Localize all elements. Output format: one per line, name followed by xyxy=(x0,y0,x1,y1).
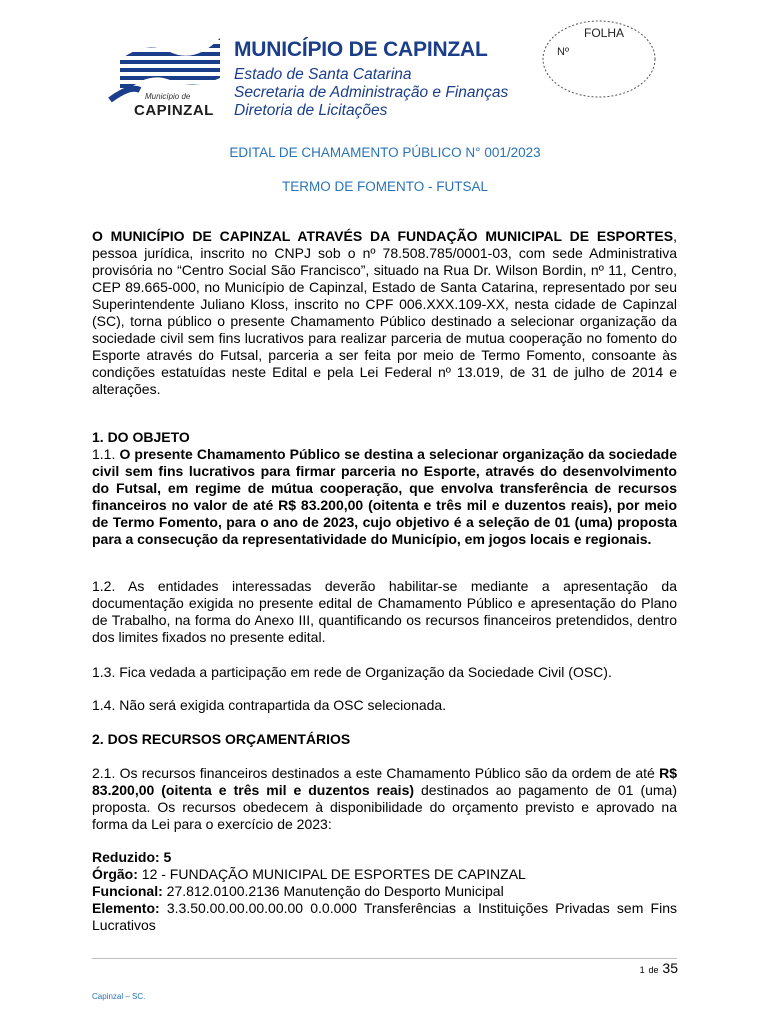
stamp-number-label: Nº xyxy=(557,46,569,58)
edital-subtitle: TERMO DE FOMENTO - FUTSAL xyxy=(281,179,488,194)
orgao-value: 12 - FUNDAÇÃO MUNICIPAL DE ESPORTES DE CAPINZAL xyxy=(137,866,526,882)
header-state: Estado de Santa Catarina xyxy=(234,66,412,83)
header-title: MUNICÍPIO DE CAPINZAL xyxy=(234,38,488,61)
funcional-line xyxy=(92,883,677,900)
elemento-value: 3.3.50.00.00.00.00.00 0.0.000 Transferências a Instituições Privadas sem Fins Lucrativos xyxy=(92,900,677,933)
logo-big-text: CAPINZAL xyxy=(134,102,214,119)
orgao-line xyxy=(92,866,677,883)
section-2-heading: 2. DOS RECURSOS ORÇAMENTÁRIOS xyxy=(92,731,351,747)
page-total: 35 xyxy=(662,960,678,976)
municipality-logo xyxy=(100,30,230,125)
clause-1-2: 1.2. As entidades interessadas deverão habilitar-se mediante a apresentação da documentação exigida no presente edital de Chamamento Público e apresentação do Plano de Trabalho, na forma do Anexo III, quantificando os recursos financeiros pretendidos, dentro dos limites fixados no presente edital. xyxy=(92,578,677,645)
header-secretariat: Secretaria de Administração e Finanças xyxy=(234,84,509,101)
footer-city: Capinzal – SC. xyxy=(92,992,146,1001)
intro-text: , pessoa jurídica, inscrito no CNPJ sob o nº 78.508.785/0001-03, com sede Administrativa provisória no “Centro Social São Francisco”, situado na Rua Dr. Wilson Bordin, nº 11, Centro, CEP 89.665-000, no Município de Capinzal, Estado de Santa Catarina, representado por seu Superintendente Juliano Kloss, inscrito no CPF 006.XXX.109-XX, nesta cidade de Capinzal (SC), torna público o presente Chamamento Público destinado a selecionar organização da sociedade civil sem fins lucrativos para realizar parceria de mutua cooperação no fomento do Esporte através do Futsal, parceria a ser feita por meio de Termo Fomento, consoante às condições estatuídas neste Edital e pela Lei Federal nº 13.019, de 31 de julho de 2014 e alterações. xyxy=(92,228,677,397)
clause-1-4: 1.4. Não será exigida contrapartida da OSC selecionada. xyxy=(92,697,447,713)
clause-1-1 xyxy=(92,446,677,548)
edital-title: EDITAL DE CHAMAMENTO PÚBLICO N° 001/2023 xyxy=(229,145,541,160)
clause-2-1-text-b: destinados ao pagamento de 01 (uma) proposta. Os recursos obedecem à disponibilidade do orçamento previsto e aprovado na forma da Lei para o exercício de 2023: xyxy=(92,782,678,832)
reduzido-line: Reduzido: 5 xyxy=(92,849,172,865)
page-number xyxy=(640,960,678,976)
elemento-line xyxy=(92,900,677,934)
funcional-value: 27.812.0100.2136 Manutenção do Desporto Municipal xyxy=(162,883,504,899)
clause-1-3: 1.3. Fica vedada a participação em rede de Organização da Sociedade Civil (OSC). xyxy=(92,664,612,680)
clause-2-1-text-a: 2.1. Os recursos financeiros destinados a este Chamamento Público são da ordem de até xyxy=(92,765,660,781)
clause-2-1-amount: R$ 83.200,00 (oitenta e três mil e duzentos reais) xyxy=(92,765,677,798)
footer-divider xyxy=(92,958,677,959)
section-1-heading: 1. DO OBJETO xyxy=(92,429,190,445)
elemento-label: Elemento: xyxy=(92,900,160,916)
header-directorate: Diretoria de Licitações xyxy=(234,102,388,119)
clause-1-1-number: 1.1. xyxy=(92,446,120,462)
funcional-label: Funcional: xyxy=(92,883,163,899)
clause-1-1-text: O presente Chamamento Público se destina a selecionar organização da sociedade civil sem fins lucrativos para firmar parceria no Esporte, através do desenvolvimento do Futsal, em regime de mútua cooperação, que envolva transferência de recursos financeiros no valor de até R$ 83.200,00 (oitenta e três mil e duzentos reais), por meio de Termo Fomento, para o ano de 2023, cujo objetivo é a seleção de 01 (uma) proposta para a consecução da representatividade do Município, em jogos locais e regionais. xyxy=(92,446,677,547)
intro-bold: O MUNICÍPIO DE CAPINZAL ATRAVÉS DA FUNDAÇÃO MUNICIPAL DE ESPORTES xyxy=(92,228,674,244)
logo-small-text: Município de xyxy=(145,92,191,101)
page-current: 1 xyxy=(639,965,645,975)
clause-2-1 xyxy=(92,765,677,833)
stamp-folha-label: FOLHA xyxy=(584,26,625,40)
page-of: de xyxy=(648,965,659,975)
orgao-label: Órgão: xyxy=(92,866,138,882)
intro-paragraph xyxy=(92,228,677,398)
